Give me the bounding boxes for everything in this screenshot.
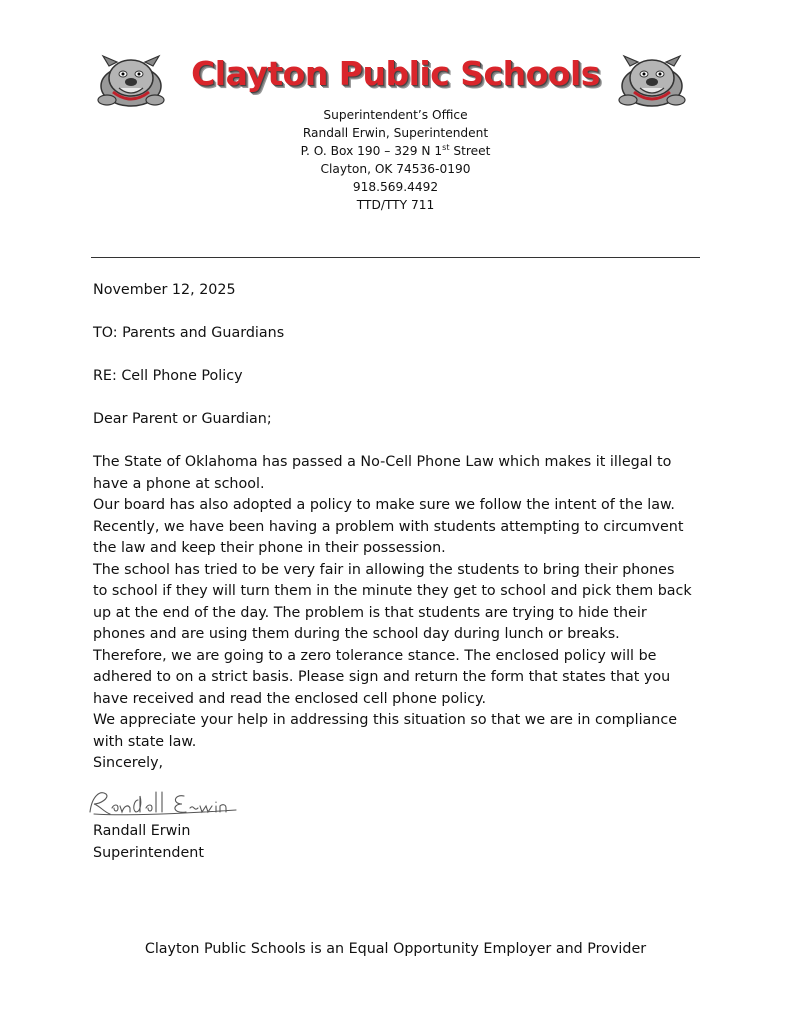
letter-date: November 12, 2025: [93, 282, 236, 298]
body-line: We appreciate your help in addressing this situation so that we are in compliance: [93, 712, 678, 728]
body-line: have received and read the enclosed cell phone policy.: [93, 690, 487, 707]
body-line: The school has tried to be very fair in allowing the students to bring their phones: [93, 561, 675, 578]
body-line: up at the end of the day. The problem is that students are trying to hide their: [93, 604, 647, 621]
equal-opportunity-footer: Clayton Public Schools is an Equal Opportunity Employer and Provider: [144, 941, 647, 957]
body-line: the law and keep their phone in their possession.: [93, 540, 446, 556]
body-line: phones and are using them during the school day during lunch or breaks.: [93, 626, 620, 642]
body-line: to school if they will turn them in the minute they get to school and pick them back: [93, 583, 692, 599]
superintendent-line: Randall Erwin, Superintendent: [302, 126, 489, 140]
tty-number: TTD/TTY 711: [356, 198, 435, 212]
body-line: Recently, we have been having a problem with students attempting to circumvent: [93, 518, 684, 535]
body-line: have a phone at school.: [93, 475, 265, 492]
street-address: [0, 142, 791, 160]
address-prefix: P. O. Box 190 – 329 N 1: [300, 144, 443, 158]
letter-closing: Sincerely,: [93, 755, 164, 771]
signer-title: Superintendent: [93, 844, 204, 861]
body-line: Therefore, we are going to a zero tolerance stance. The enclosed policy will be: [93, 647, 657, 664]
letter-salutation: Dear Parent or Guardian;: [93, 411, 272, 427]
office-address-block: [0, 106, 791, 214]
address-suffix: Street: [449, 144, 491, 158]
bulldog-mascot-icon: [612, 52, 692, 108]
office-name: Superintendent’s Office: [323, 108, 468, 122]
handwritten-signature: [86, 786, 256, 822]
bulldog-mascot-icon: [91, 52, 171, 108]
signer-block: [93, 821, 204, 864]
school-name-logo: Clayton Public Schools: [191, 54, 600, 93]
body-line: adhered to on a strict basis. Please sign and return the form that states that you: [93, 669, 671, 685]
phone-number: 918.569.4492: [352, 180, 439, 194]
address-ordinal: st: [442, 143, 450, 152]
letter-to: TO: Parents and Guardians: [93, 325, 285, 341]
letter-re: RE: Cell Phone Policy: [93, 368, 243, 384]
body-line: with state law.: [93, 733, 197, 750]
body-line: The State of Oklahoma has passed a No-Cell Phone Law which makes it illegal to: [93, 454, 672, 470]
city-state-zip: Clayton, OK 74536-0190: [320, 162, 471, 176]
letter-body: [93, 280, 703, 775]
signer-name: Randall Erwin: [93, 823, 191, 839]
body-line: Our board has also adopted a policy to make sure we follow the intent of the law.: [93, 497, 675, 513]
letterhead: [0, 52, 791, 112]
header-divider: [91, 257, 700, 258]
